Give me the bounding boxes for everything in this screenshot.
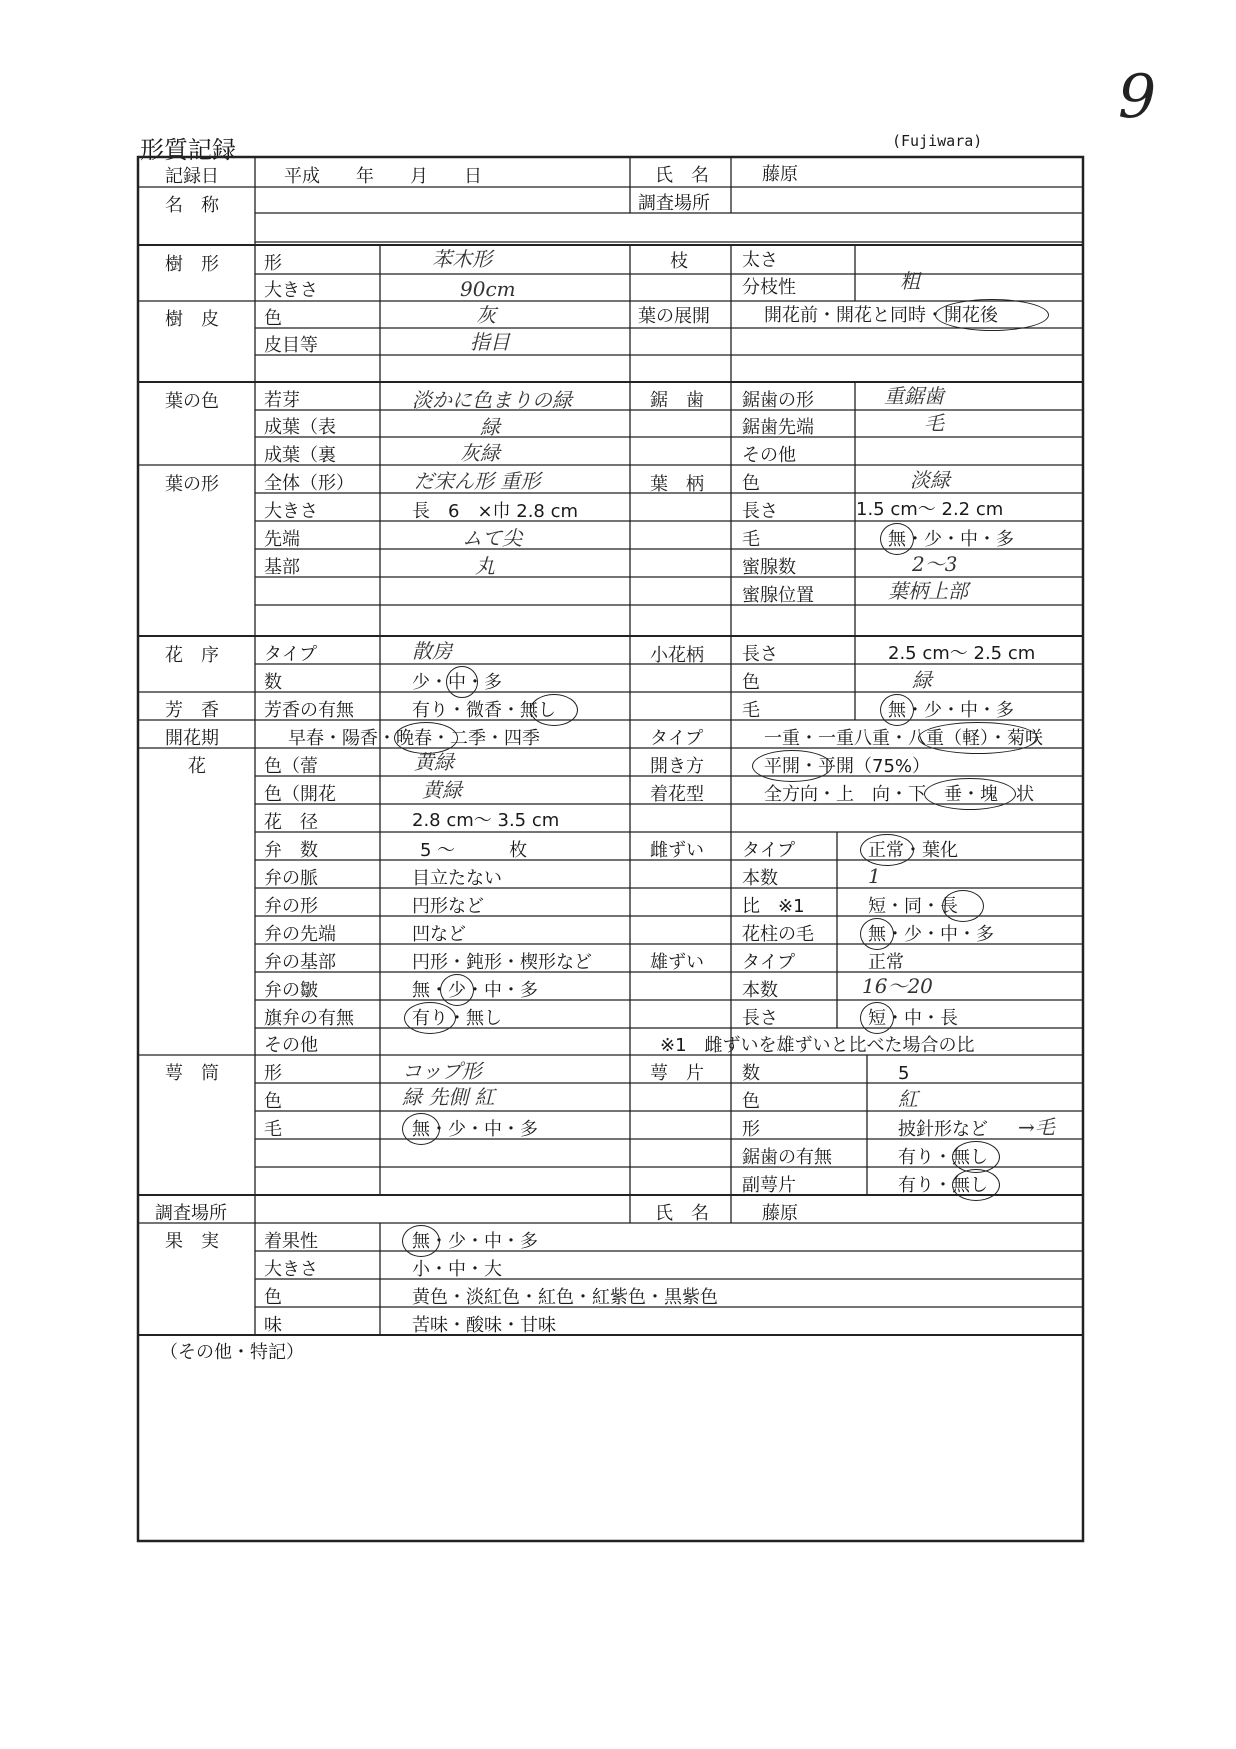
circle-mark [440, 974, 474, 1006]
petal-shape-value: 円形など [412, 896, 484, 917]
sepal-shape-label: 形 [742, 1119, 760, 1140]
sepal-bract-options: 有り・無し [898, 1175, 988, 1196]
leaf-size-label: 大きさ [264, 501, 318, 522]
pedicel-length-value: 2.5 cm〜 2.5 cm [888, 643, 1036, 664]
record-date-value: 平成 年 月 日 [284, 166, 482, 187]
fragrance-question: 芳香の有無 [264, 700, 354, 721]
leaf-base-value: 丸 [475, 554, 495, 578]
leaf-overall-value: だ宋ん形 重形 [414, 469, 541, 493]
leaf-size-value: 長 6 ×巾 2.8 cm [412, 501, 579, 522]
circle-mark [952, 1169, 1000, 1201]
page-number: 9 [1118, 62, 1157, 132]
calyx-hair-label: 毛 [264, 1119, 282, 1140]
petal-shape-label: 弁の形 [264, 896, 318, 917]
inflorescence-count-label: 数 [264, 672, 282, 693]
pistil-ratio-options: 短・同・長 [868, 896, 958, 917]
circle-mark [446, 666, 478, 698]
leaf-overall-label: 全体（形） [264, 473, 354, 494]
circle-mark [404, 1002, 456, 1034]
petal-base-value: 円形・鈍形・楔形など [412, 952, 592, 973]
bud-color-label: 色（蕾 [264, 756, 318, 777]
petal-wrinkle-label: 弁の皺 [264, 980, 318, 1001]
bottom-survey-place-label: 調査場所 [155, 1203, 227, 1224]
stamen-count-label: 本数 [742, 980, 778, 1001]
inflorescence-count-options: 少・中・多 [412, 672, 502, 693]
style-hair-options: 無・少・中・多 [868, 924, 994, 945]
leaf-unfold-options: 開花前・開花と同時・開花後 [764, 305, 998, 326]
petiole-length-label: 長さ [742, 501, 778, 522]
pistil-ratio-label: 比 ※1 [742, 896, 805, 917]
remarks-label: （その他・特記） [160, 1342, 304, 1363]
pistil-count-label: 本数 [742, 868, 778, 889]
fruit-taste-label: 味 [264, 1315, 282, 1336]
adult-top-value: 緑 [480, 415, 500, 439]
young-leaf-label: 若芽 [264, 390, 300, 411]
stamen-type-value: 正常 [868, 952, 904, 973]
branch-label: 枝 [670, 251, 688, 272]
bark-color-value: 灰 [476, 303, 496, 327]
fruit-color-options: 黄色・淡紅色・紅色・紅紫色・黒紫色 [412, 1287, 718, 1308]
pistil-count-value: 1 [868, 864, 881, 888]
sepal-serration-options: 有り・無し [898, 1147, 988, 1168]
circle-mark [880, 694, 914, 726]
petal-vein-label: 弁の脈 [264, 868, 318, 889]
gland-count-label: 蜜腺数 [742, 557, 796, 578]
pistil-label: 雌ずい [650, 840, 704, 861]
inflorescence-type-label: タイプ [264, 644, 318, 665]
flag-petal-options: 有り・無し [412, 1008, 502, 1029]
calyx-label: 萼 筒 [165, 1063, 219, 1084]
pistil-type-label: タイプ [742, 840, 796, 861]
petal-base-label: 弁の基部 [264, 952, 336, 973]
author-label: (Fujiwara) [892, 132, 983, 150]
survey-place-label: 調査場所 [638, 193, 710, 214]
bud-color-value: 黄緑 [414, 750, 454, 774]
sepal-shape-note: →毛 [1018, 1115, 1055, 1139]
leaf-tip-label: 先端 [264, 529, 300, 550]
calyx-hair-options: 無・少・中・多 [412, 1119, 538, 1140]
branching-label: 分枝性 [742, 277, 796, 298]
flower-label: 花 [188, 756, 206, 777]
circle-mark [918, 722, 1038, 754]
pedicel-hair-label: 毛 [742, 700, 760, 721]
serration-other-label: その他 [742, 445, 796, 466]
bark-pattern-label: 皮目等 [264, 335, 318, 356]
sepal-serration-label: 鋸歯の有無 [742, 1147, 832, 1168]
serration-shape-value: 重鋸歯 [884, 384, 944, 408]
flower-other-label: その他 [264, 1035, 318, 1056]
pedicel-length-label: 長さ [742, 644, 778, 665]
circle-mark [935, 299, 1049, 331]
sepal-count-value: 5 [898, 1063, 910, 1084]
young-leaf-value: 淡かに色まりの緑 [412, 388, 572, 412]
bark-label: 樹 皮 [165, 309, 219, 330]
circle-mark [402, 1113, 440, 1145]
bark-pattern-value: 指目 [470, 330, 510, 354]
sepal-color-label: 色 [742, 1091, 760, 1112]
petiole-color-value: 淡緑 [910, 468, 950, 492]
petiole-hair-label: 毛 [742, 529, 760, 550]
calyx-shape-label: 形 [264, 1063, 282, 1084]
pedicel-color-label: 色 [742, 672, 760, 693]
stamen-type-label: タイプ [742, 952, 796, 973]
serration-tip-value: 毛 [924, 411, 944, 435]
sepal-count-label: 数 [742, 1063, 760, 1084]
bark-color-label: 色 [264, 308, 282, 329]
pedicel-color-value: 緑 [912, 668, 932, 692]
fruit-size-label: 大きさ [264, 1259, 318, 1280]
bloom-period-label: 開花期 [165, 728, 219, 749]
style-hair-label: 花柱の毛 [742, 924, 814, 945]
flower-type-options: 一重・一重八重・八重（軽）・菊咲 [764, 728, 1043, 749]
petal-count-value: 5 〜 枚 [420, 840, 528, 861]
petiole-hair-options: 無・少・中・多 [888, 529, 1014, 550]
petal-count-label: 弁 数 [264, 840, 318, 861]
stamen-note: ※1 雌ずいを雄ずいと比べた場合の比 [660, 1035, 975, 1056]
page-title: 形質記録 [140, 136, 236, 164]
open-color-value: 黄緑 [422, 778, 462, 802]
diameter-value: 2.8 cm〜 3.5 cm [412, 810, 560, 831]
adult-bottom-label: 成葉（裏 [264, 445, 336, 466]
stamen-length-options: 短・中・長 [868, 1008, 958, 1029]
fruit-taste-options: 苦味・酸味・甘味 [412, 1315, 556, 1336]
circle-mark [860, 834, 914, 866]
diameter-label: 花 径 [264, 812, 318, 833]
sepal-bract-label: 副萼片 [742, 1175, 796, 1196]
petiole-label: 葉 柄 [650, 474, 704, 495]
serration-label: 鋸 歯 [650, 390, 704, 411]
gland-position-value: 葉柄上部 [888, 579, 968, 603]
adult-top-label: 成葉（表 [264, 417, 336, 438]
fragrance-options: 有り・微香・無し [412, 700, 556, 721]
bottom-observer-value: 藤原 [762, 1203, 798, 1224]
inflorescence-type-value: 散房 [412, 639, 452, 663]
petal-wrinkle-options: 無・少・中・多 [412, 980, 538, 1001]
leaf-shape-label: 葉の形 [165, 474, 219, 495]
leaf-base-label: 基部 [264, 557, 300, 578]
bottom-observer-label: 氏 名 [655, 1203, 709, 1224]
flower-type-label: タイプ [650, 728, 704, 749]
adult-bottom-value: 灰緑 [460, 441, 500, 465]
petal-vein-value: 目立たない [412, 868, 502, 889]
name-label: 名 称 [165, 195, 219, 216]
tree-size-label: 大きさ [264, 280, 318, 301]
pistil-type-options: 正常・葉化 [868, 840, 958, 861]
stamen-length-label: 長さ [742, 1008, 778, 1029]
open-color-label: 色（開花 [264, 784, 336, 805]
fragrance-label: 芳 香 [165, 700, 219, 721]
leaf-unfold-label: 葉の展開 [638, 306, 710, 327]
attach-label: 着花型 [650, 784, 704, 805]
petiole-color-label: 色 [742, 473, 760, 494]
gland-count-value: 2〜3 [912, 552, 958, 576]
tree-size-value: 90cm [460, 277, 516, 301]
circle-mark [942, 890, 984, 922]
flag-petal-label: 旗弁の有無 [264, 1008, 354, 1029]
opening-options: 平開・平開（75%） [764, 756, 931, 777]
opening-label: 開き方 [650, 756, 704, 777]
inflorescence-label: 花 序 [165, 645, 219, 666]
bloom-period-options: 早春・陽香・晩春・二季・四季 [288, 728, 540, 749]
petal-tip-value: 凹など [412, 924, 466, 945]
record-date-label: 記録日 [165, 166, 219, 187]
leaf-color-label: 葉の色 [165, 391, 219, 412]
stamen-label: 雄ずい [650, 952, 704, 973]
pedicel-label: 小花柄 [650, 645, 704, 666]
pedicel-hair-options: 無・少・中・多 [888, 700, 1014, 721]
observer-value: 藤原 [762, 164, 798, 185]
observer-label: 氏 名 [655, 165, 709, 186]
petal-tip-label: 弁の先端 [264, 924, 336, 945]
attach-options: 全方向・上 向・下 垂・塊 状 [764, 784, 1034, 805]
tree-shape-label: 樹 形 [165, 254, 219, 275]
calyx-color-value: 緑 先側 紅 [402, 1085, 495, 1109]
circle-mark [860, 918, 894, 950]
branching-value: 粗 [900, 269, 920, 293]
sepal-color-value: 紅 [898, 1087, 918, 1111]
petiole-length-value: 1.5 cm〜 2.2 cm [856, 499, 1004, 520]
circle-mark [924, 778, 1016, 810]
tree-form-label: 形 [264, 253, 282, 274]
fruit-setting-label: 着果性 [264, 1231, 318, 1252]
sepal-label: 萼 片 [650, 1063, 704, 1084]
gland-position-label: 蜜腺位置 [742, 585, 814, 606]
calyx-shape-value: コップ形 [402, 1059, 482, 1083]
sepal-shape-value: 披針形など [898, 1119, 988, 1140]
leaf-tip-value: ムて尖 [462, 526, 522, 550]
serration-shape-label: 鋸歯の形 [742, 390, 814, 411]
fruit-setting-options: 無・少・中・多 [412, 1231, 538, 1252]
calyx-color-label: 色 [264, 1091, 282, 1112]
serration-tip-label: 鋸歯先端 [742, 417, 814, 438]
circle-mark [860, 1002, 894, 1034]
tree-form-value: 苯木形 [432, 247, 492, 271]
fruit-label: 果 実 [165, 1231, 219, 1252]
circle-mark [880, 523, 914, 555]
thickness-label: 太さ [742, 250, 778, 271]
circle-mark [402, 1225, 440, 1257]
fruit-size-options: 小・中・大 [412, 1259, 502, 1280]
circle-mark [752, 750, 832, 782]
stamen-count-value: 16〜20 [862, 974, 933, 998]
fruit-color-label: 色 [264, 1287, 282, 1308]
circle-mark [530, 694, 578, 726]
